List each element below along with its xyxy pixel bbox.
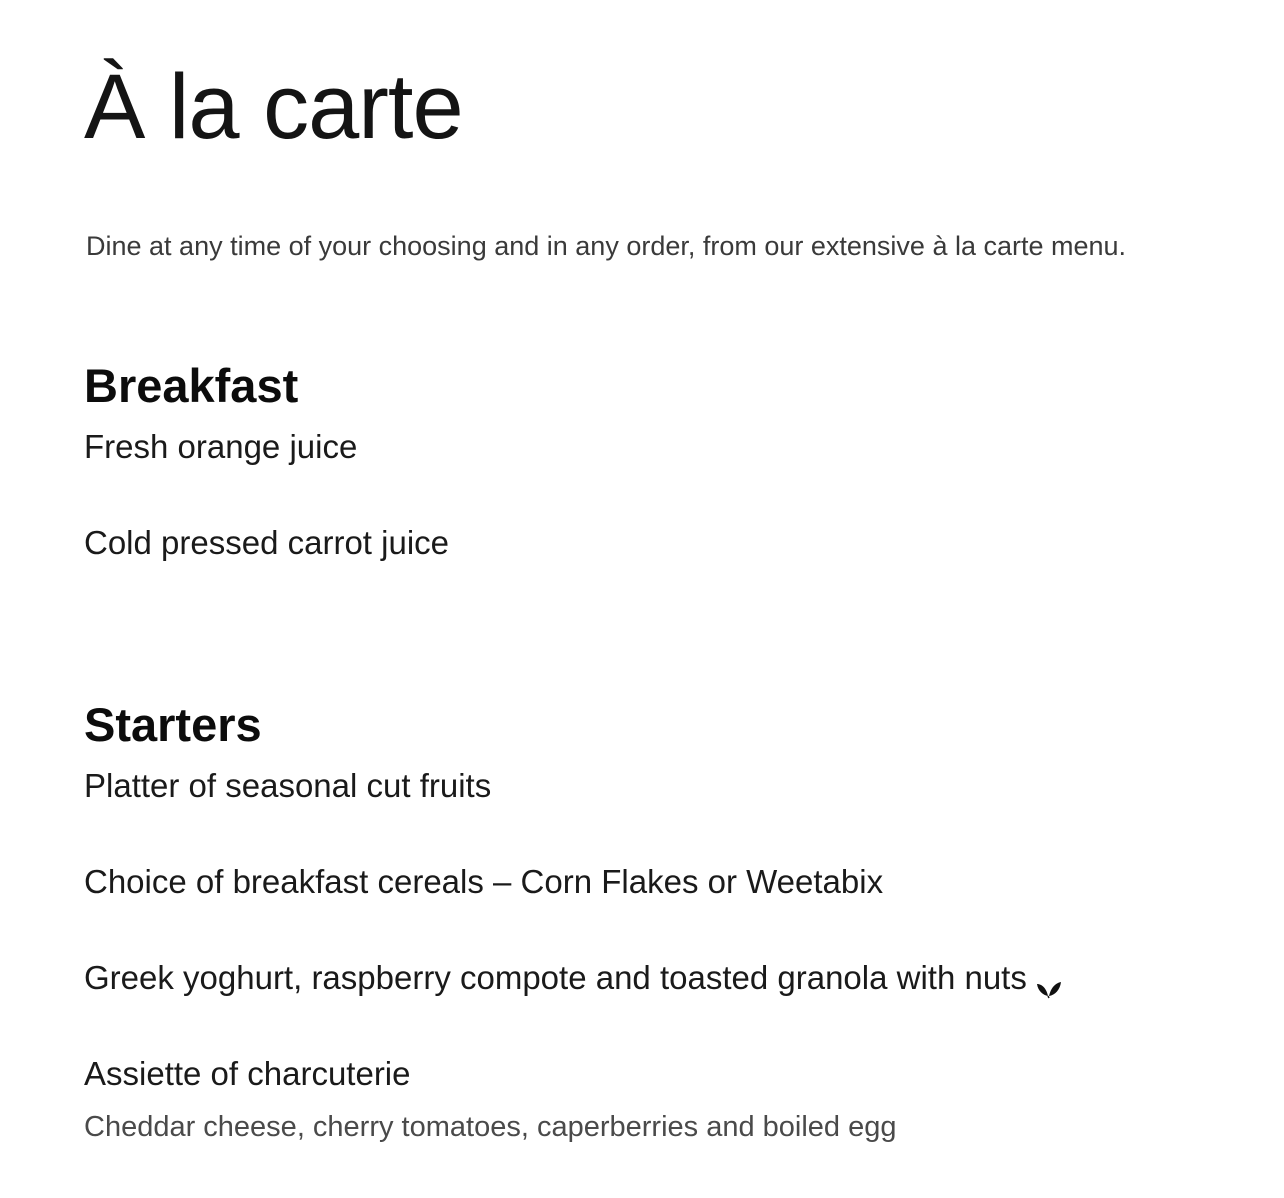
section-heading-starters: Starters xyxy=(84,698,262,751)
vegetarian-leaf-icon xyxy=(1035,969,1063,991)
menu-item: Fresh orange juice xyxy=(84,428,358,465)
menu-item: Choice of breakfast cereals – Corn Flakes or Weetabix xyxy=(84,863,884,900)
section-heading-breakfast: Breakfast xyxy=(84,359,299,412)
menu-item: Platter of seasonal cut fruits xyxy=(84,767,492,804)
menu-item-label: Greek yoghurt, raspberry compote and toasted granola with nuts xyxy=(84,959,1027,996)
menu-item-description: Cheddar cheese, cherry tomatoes, caperberries and boiled egg xyxy=(84,1111,897,1143)
page-title: À la carte xyxy=(84,56,463,158)
menu-item: Cold pressed carrot juice xyxy=(84,524,449,561)
menu-item: Assiette of charcuterie xyxy=(84,1055,411,1092)
menu-item-with-icon xyxy=(84,958,1063,998)
intro-text: Dine at any time of your choosing and in any order, from our extensive à la carte menu. xyxy=(86,231,1127,261)
